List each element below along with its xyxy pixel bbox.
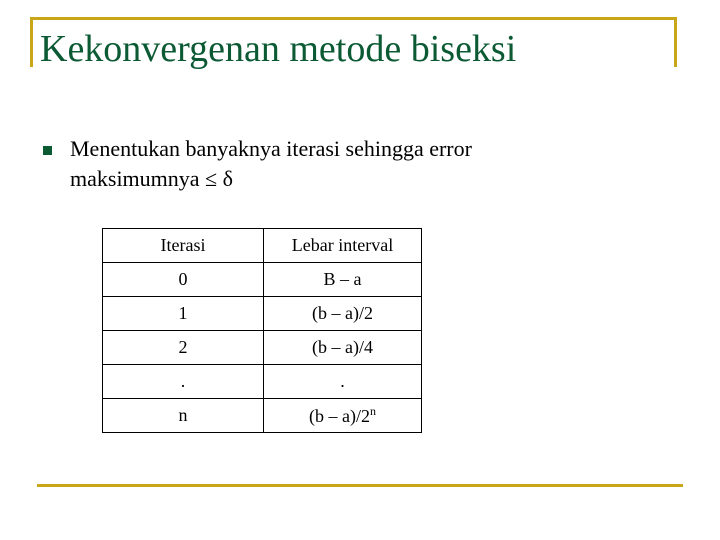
column-header-lebar-interval: Lebar interval (264, 229, 422, 263)
column-header-iterasi: Iterasi (103, 229, 264, 263)
cell-lebar-interval: . (264, 365, 422, 399)
cell-iterasi: 0 (103, 263, 264, 297)
bullet-text-line1: Menentukan banyaknya iterasi sehingga error (70, 136, 472, 161)
top-accent-line (30, 17, 677, 20)
bottom-accent-line (37, 484, 683, 487)
iteration-table (102, 228, 422, 433)
square-bullet-icon (43, 146, 52, 155)
cell-iterasi: n (103, 399, 264, 433)
lebar-interval-base: (b – a)/2 (309, 406, 370, 426)
cell-iterasi: . (103, 365, 264, 399)
table-row (103, 365, 422, 399)
table-row (103, 263, 422, 297)
cell-lebar-interval (264, 399, 422, 433)
table-row (103, 399, 422, 433)
cell-lebar-interval: (b – a)/4 (264, 331, 422, 365)
bullet-text-line2: maksimumnya ≤ δ (70, 166, 233, 191)
cell-iterasi: 1 (103, 297, 264, 331)
slide-title: Kekonvergenan metode biseksi (40, 28, 517, 70)
table-row (103, 331, 422, 365)
right-accent-line (674, 17, 677, 67)
table-header-row (103, 229, 422, 263)
cell-lebar-interval: B – a (264, 263, 422, 297)
bullet-text (70, 134, 590, 194)
table-row (103, 297, 422, 331)
cell-lebar-interval: (b – a)/2 (264, 297, 422, 331)
lebar-interval-exponent: n (369, 404, 376, 418)
cell-iterasi: 2 (103, 331, 264, 365)
left-accent-line (30, 17, 33, 67)
